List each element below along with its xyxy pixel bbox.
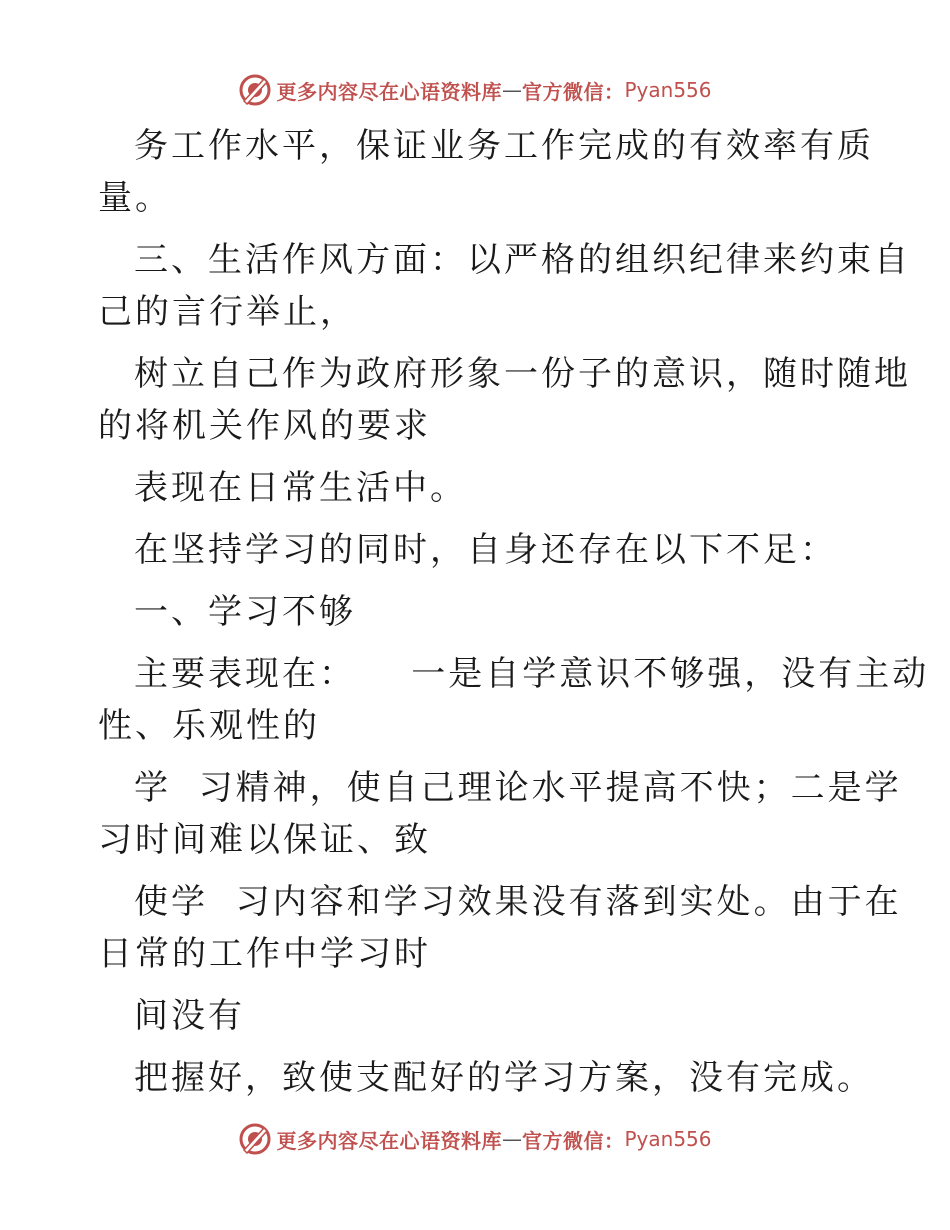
footer-watermark — [0, 1119, 950, 1159]
text-line-3: 三、生活作风方面：以严格的组织纪律来约束自 — [134, 240, 911, 280]
pen-logo-icon — [238, 73, 272, 107]
text-line-4: 己的言行举止， — [98, 292, 357, 332]
document-body — [98, 120, 930, 1104]
watermark-separator: — — [501, 78, 522, 102]
header-watermark — [0, 70, 950, 110]
text-line-7: 表现在日常生活中。 — [134, 468, 467, 508]
text-line-8: 在坚持学习的同时，自身还存在以下不足： — [134, 530, 837, 570]
text-line-2: 量。 — [98, 178, 172, 218]
watermark-account: Pyan556 — [624, 78, 712, 102]
text-line-13: 习时间难以保证、致 — [98, 820, 431, 860]
text-line-12: 学 习精神，使自己理论水平提高不快；二是学 — [134, 768, 902, 808]
watermark-text: 更多内容尽在心语资料库 — [276, 79, 502, 104]
text-line-9: 一、学习不够 — [134, 592, 356, 632]
watermark-official: 官方微信： — [521, 79, 625, 104]
text-line-10: 主要表现在： 一是自学意识不够强，没有主动 — [134, 654, 930, 694]
watermark-separator: — — [501, 1127, 522, 1151]
text-line-11: 性、乐观性的 — [98, 706, 320, 746]
watermark-official: 官方微信： — [521, 1128, 625, 1153]
text-line-14: 使学 习内容和学习效果没有落到实处。由于在 — [134, 882, 902, 922]
text-line-15: 日常的工作中学习时 — [98, 934, 431, 974]
text-line-1: 务工作水平，保证业务工作完成的有效率有质 — [134, 126, 874, 166]
text-line-5: 树立自己作为政府形象一份子的意识，随时随地 — [134, 354, 911, 394]
watermark-account: Pyan556 — [624, 1127, 712, 1151]
watermark-text: 更多内容尽在心语资料库 — [276, 1128, 502, 1153]
pen-logo-icon — [238, 1122, 272, 1156]
text-line-17: 把握好，致使支配好的学习方案，没有完成。 — [134, 1058, 874, 1098]
text-line-6: 的将机关作风的要求 — [98, 406, 431, 446]
text-line-16: 间没有 — [134, 996, 245, 1036]
